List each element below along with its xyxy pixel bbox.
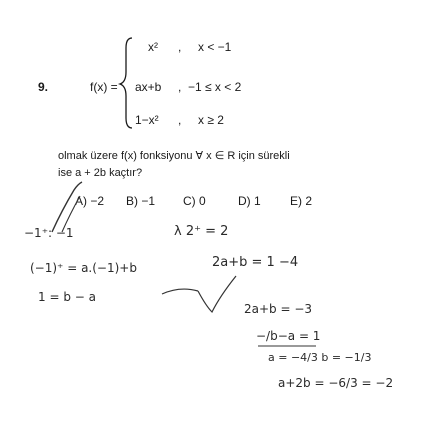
case-1-expr: x² bbox=[148, 40, 158, 54]
hand-right-4: a = −4/3 b = −1/3 bbox=[268, 351, 372, 364]
hand-right-1: 2a+b = 1 −4 bbox=[212, 255, 299, 270]
prompt-line-1: olmak üzere f(x) fonksiyonu ∀ x ∈ R için sürekli bbox=[58, 150, 290, 162]
case-2-cond: −1 ≤ x < 2 bbox=[188, 80, 242, 94]
question-number: 9. bbox=[38, 80, 49, 94]
case-1-sep: , bbox=[178, 40, 182, 54]
choice-e[interactable]: E) 2 bbox=[290, 194, 313, 208]
hand-right-5: a+2b = −6/3 = −2 bbox=[278, 376, 394, 390]
choice-b[interactable]: B) −1 bbox=[126, 194, 156, 208]
case-3-sep: , bbox=[178, 113, 182, 127]
hand-right-3: −/b−a = 1 bbox=[256, 329, 321, 343]
prompt-line-2: ise a + 2b kaçtır? bbox=[58, 167, 143, 179]
hand-left-3: 1 = b − a bbox=[38, 290, 96, 304]
case-3-expr: 1−x² bbox=[135, 113, 159, 127]
hand-left-1: −1⁺: −1 bbox=[24, 226, 74, 240]
hand-right-2: 2a+b = −3 bbox=[244, 302, 313, 316]
case-2-expr: ax+b bbox=[135, 80, 162, 94]
choice-a[interactable]: A) −2 bbox=[75, 194, 105, 208]
case-3-cond: x ≥ 2 bbox=[198, 113, 224, 127]
hand-left-2: (−1)⁺ = a.(−1)+b bbox=[30, 261, 137, 275]
choice-d[interactable]: D) 1 bbox=[238, 194, 261, 208]
case-1-cond: x < −1 bbox=[198, 40, 232, 54]
hand-mid-1: λ 2⁺ = 2 bbox=[174, 224, 229, 239]
choice-c[interactable]: C) 0 bbox=[183, 194, 206, 208]
case-2-sep: , bbox=[178, 80, 182, 94]
function-lhs: f(x) = bbox=[90, 80, 118, 94]
